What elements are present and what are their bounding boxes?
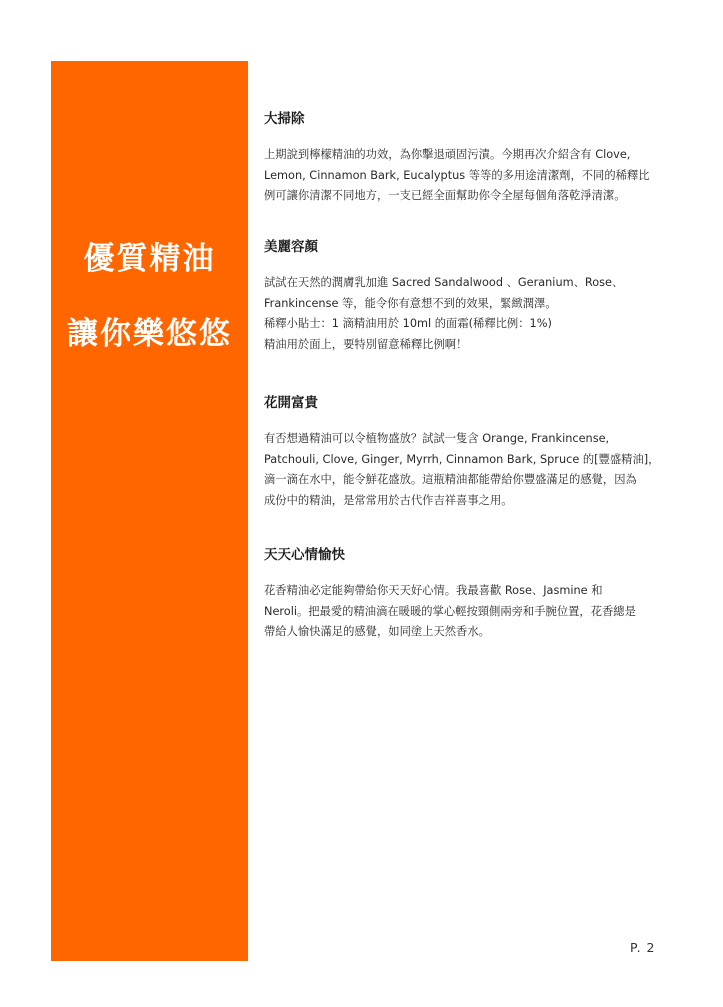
section-heading: 天天心情愉快 (264, 547, 345, 563)
paragraph-line: 花香精油必定能夠帶給你天天好心情。我最喜歡 Rose、Jasmine 和 (264, 584, 603, 597)
paragraph-line: Frankincense 等，能令你有意想不到的效果，緊緻潤澤。 (264, 296, 557, 310)
section-paragraph (264, 273, 674, 355)
paragraph-line: Patchouli, Clove, Ginger, Myrrh, Cinnamon Bark, Spruce 的[豐盛精油]， (264, 452, 660, 466)
paragraph-line: 精油用於面上，要特別留意稀釋比例啊！ (264, 337, 468, 351)
paragraph-line: Neroli。把最愛的精油滴在暖暖的掌心輕按頸側兩旁和手腕位置，花香總是 (264, 604, 636, 618)
section-heading: 大掃除 (264, 111, 305, 127)
paragraph-line: 上期說到檸檬精油的功效，為你擊退頑固污漬。今期再次介紹含有 Clove, (264, 148, 631, 161)
section-heading: 花開富貴 (264, 395, 318, 411)
paragraph-line: 稀釋小貼士：1 滴精油用於 10ml 的面霜(稀釋比例：1%) (264, 317, 552, 330)
paragraph-line: 成份中的精油，是常常用於古代作吉祥喜事之用。 (264, 493, 513, 507)
paragraph-line: 滴一滴在水中，能令鮮花盛放。這瓶精油都能帶給你豐盛滿足的感覺，因為 (264, 473, 637, 486)
section-paragraph (264, 581, 674, 643)
section-paragraph (264, 429, 674, 511)
sidebar-title-line2: 讓你樂悠悠 (67, 316, 232, 352)
section-mood (264, 546, 674, 643)
section-beauty (264, 238, 674, 355)
sidebar-title-line1: 優質精油 (83, 241, 216, 277)
paragraph-line: 試試在天然的潤膚乳加進 Sacred Sandalwood 、Geranium、Rose、 (264, 276, 624, 289)
section-heading: 美麗容顏 (264, 239, 318, 255)
section-paragraph (264, 145, 674, 207)
section-cleaning (264, 110, 674, 207)
paragraph-line: 帶給人愉快滿足的感覺，如同塗上天然香水。 (264, 625, 490, 638)
sidebar-banner (51, 61, 248, 961)
paragraph-line: 有否想過精油可以令植物盛放？試試一隻含 Orange, Frankincense, (264, 432, 610, 445)
paragraph-line: 例可讓你清潔不同地方，一支已經全面幫助你令全屋每個角落乾淨清潔。 (264, 189, 626, 202)
section-flowers (264, 394, 674, 511)
page-number: P. 2 (630, 940, 656, 955)
paragraph-line: Lemon, Cinnamon Bark, Eucalyptus 等等的多用途清潔劑，不同的稀釋比 (264, 168, 650, 182)
